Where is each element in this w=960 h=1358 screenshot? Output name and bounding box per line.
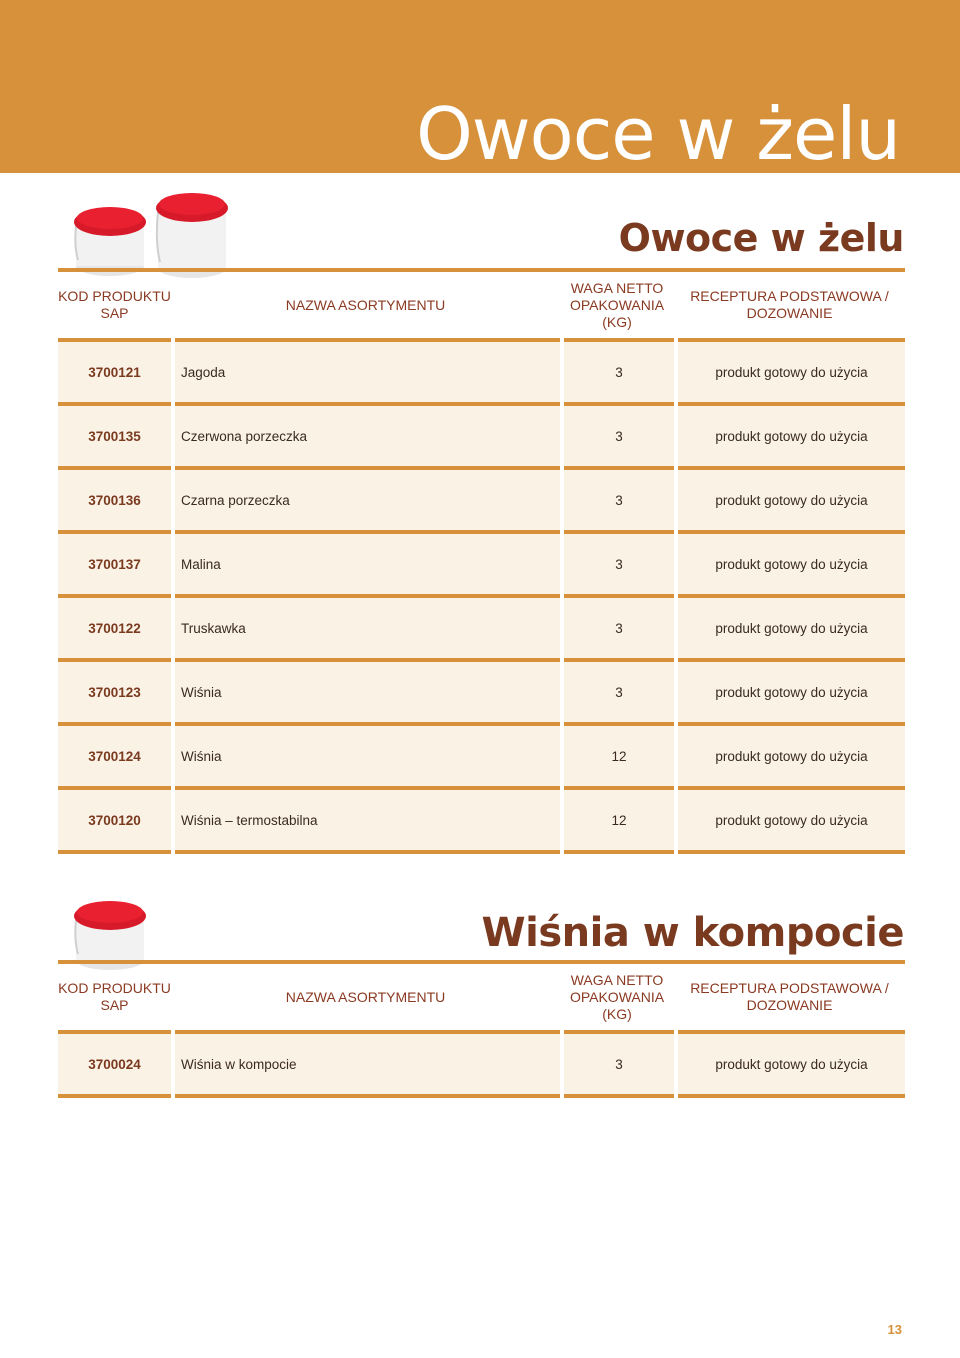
table-row — [58, 662, 905, 722]
cell-name: Malina — [175, 534, 560, 594]
section-heading: Wiśnia w kompocie — [481, 910, 904, 956]
cell-weight: 3 — [564, 662, 674, 722]
cell-recipe: produkt gotowy do użycia — [678, 470, 905, 530]
table-row — [58, 406, 905, 466]
column-header-recipe: RECEPTURA PODSTAWOWA / DOZOWANIE — [690, 288, 889, 321]
column-header-weight: WAGA NETTO OPAKOWANIA (KG) — [569, 971, 665, 1022]
banner-title: Owoce w żelu — [416, 92, 900, 176]
cell-recipe: produkt gotowy do użycia — [678, 598, 905, 658]
cell-weight: 3 — [564, 342, 674, 402]
table-header — [58, 272, 905, 338]
cell-code: 3700123 — [58, 662, 171, 722]
cell-weight: 12 — [564, 790, 674, 850]
cell-recipe: produkt gotowy do użycia — [678, 726, 905, 786]
cell-code: 3700122 — [58, 598, 171, 658]
cell-weight: 3 — [564, 1034, 674, 1094]
cell-recipe: produkt gotowy do użycia — [678, 406, 905, 466]
row-divider — [58, 850, 905, 854]
cell-recipe: produkt gotowy do użycia — [678, 342, 905, 402]
table-row — [58, 470, 905, 530]
cell-code: 3700024 — [58, 1034, 171, 1094]
column-header-recipe: RECEPTURA PODSTAWOWA / DOZOWANIE — [690, 980, 889, 1013]
cell-code: 3700120 — [58, 790, 171, 850]
table-row — [58, 1034, 905, 1094]
cell-code: 3700121 — [58, 342, 171, 402]
cell-name: Wiśnia — [175, 662, 560, 722]
cell-weight: 3 — [564, 470, 674, 530]
column-header-code: KOD PRODUKTU SAP — [58, 980, 171, 1013]
cell-recipe: produkt gotowy do użycia — [678, 790, 905, 850]
cell-name: Truskawka — [175, 598, 560, 658]
section-heading: Owoce w żelu — [618, 216, 904, 260]
table-row — [58, 726, 905, 786]
table-row — [58, 534, 905, 594]
cell-code: 3700124 — [58, 726, 171, 786]
row-divider — [58, 1094, 905, 1098]
product-table — [58, 960, 905, 1098]
column-header-weight: WAGA NETTO OPAKOWANIA (KG) — [569, 279, 665, 330]
cell-code: 3700135 — [58, 406, 171, 466]
cell-weight: 12 — [564, 726, 674, 786]
cell-name: Wiśnia w kompocie — [175, 1034, 560, 1094]
cell-weight: 3 — [564, 598, 674, 658]
column-header-name: NAZWA ASORTYMENTU — [285, 988, 446, 1005]
cell-code: 3700137 — [58, 534, 171, 594]
product-table — [58, 268, 905, 854]
page-number: 13 — [887, 1322, 902, 1337]
cell-name: Wiśnia — [175, 726, 560, 786]
cell-weight: 3 — [564, 534, 674, 594]
cell-name: Czarna porzeczka — [175, 470, 560, 530]
cell-code: 3700136 — [58, 470, 171, 530]
column-header-name: NAZWA ASORTYMENTU — [285, 296, 446, 313]
cell-recipe: produkt gotowy do użycia — [678, 534, 905, 594]
table-row — [58, 598, 905, 658]
cell-name: Czerwona porzeczka — [175, 406, 560, 466]
table-row — [58, 790, 905, 850]
cell-recipe: produkt gotowy do użycia — [678, 662, 905, 722]
column-header-code: KOD PRODUKTU SAP — [58, 288, 171, 321]
cell-name: Jagoda — [175, 342, 560, 402]
cell-recipe: produkt gotowy do użycia — [678, 1034, 905, 1094]
cell-weight: 3 — [564, 406, 674, 466]
table-header — [58, 964, 905, 1030]
table-row — [58, 342, 905, 402]
cell-name: Wiśnia – termostabilna — [175, 790, 560, 850]
